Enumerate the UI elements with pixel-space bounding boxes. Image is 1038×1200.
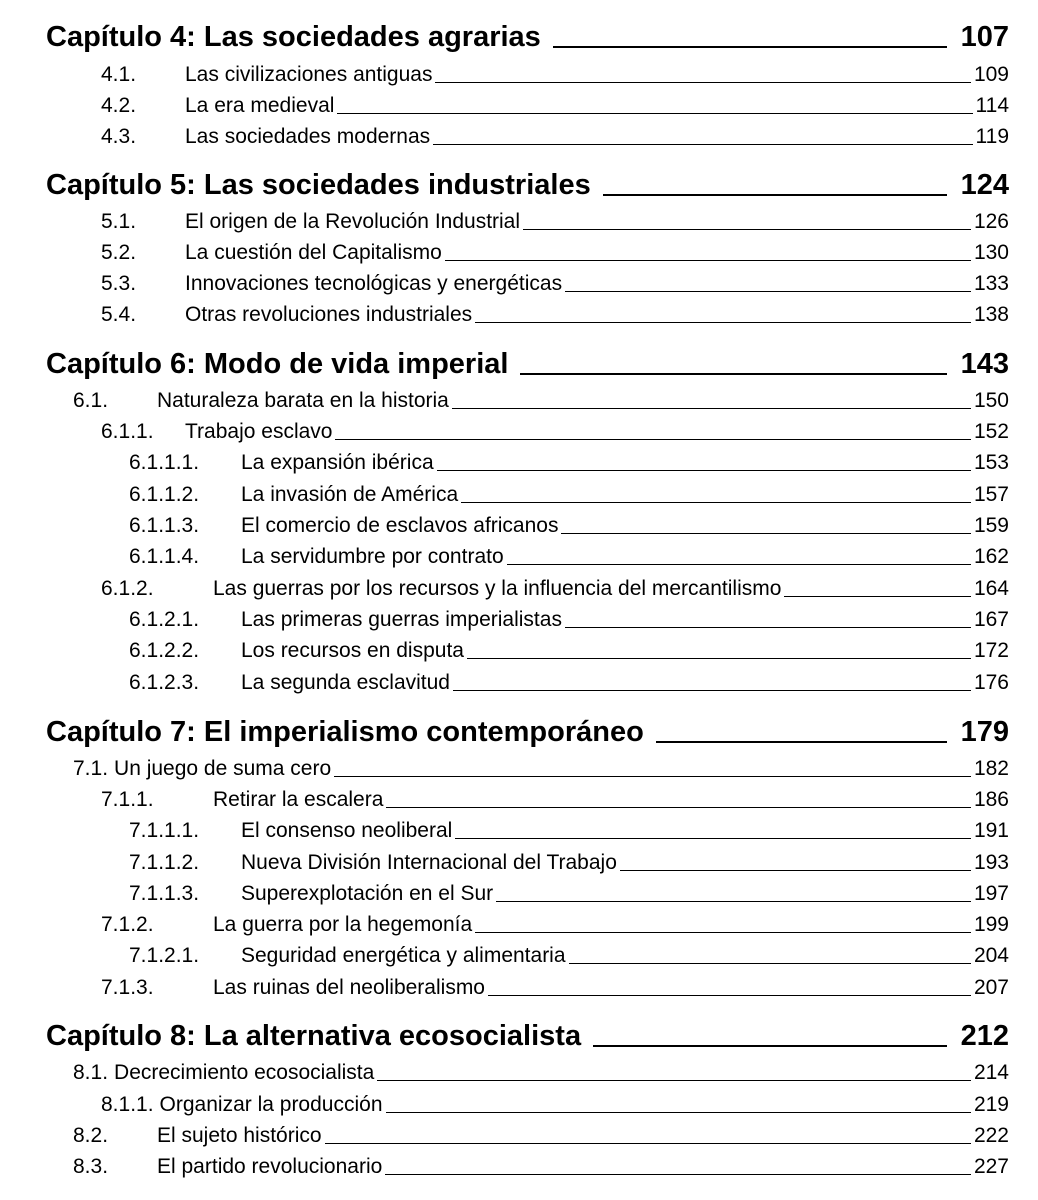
toc-section-entry[interactable] — [129, 816, 1009, 844]
toc-section-entry[interactable] — [101, 1090, 1009, 1118]
toc-section-entry[interactable] — [101, 60, 1009, 88]
toc-chapter-entry[interactable] — [46, 18, 1009, 54]
toc-leader-line — [445, 259, 971, 261]
toc-page-number: 176 — [973, 671, 1009, 694]
toc-section-title: Naturaleza barata en la historia — [157, 389, 449, 412]
toc-section-title: El origen de la Revolución Industrial — [185, 210, 521, 233]
toc-leader-line — [334, 775, 971, 777]
toc-section-title: El comercio de esclavos africanos — [241, 514, 559, 537]
toc-page-number: 114 — [975, 94, 1009, 117]
toc-section-title: Superexplotación en el Sur — [241, 882, 494, 905]
toc-section-entry[interactable] — [129, 668, 1009, 696]
toc-section-title: Las civilizaciones antiguas — [185, 63, 433, 86]
toc-section-number: 7.1.2.1. — [129, 944, 200, 967]
toc-section-number: 7.1.1. — [101, 788, 154, 811]
toc-leader-line — [496, 900, 971, 902]
toc-section-entry[interactable] — [101, 122, 1009, 150]
toc-leader-line — [561, 532, 970, 534]
toc-leader-line — [386, 1111, 971, 1113]
toc-section-number: 6.1.1. — [101, 420, 154, 443]
toc-section-entry[interactable] — [73, 1152, 1009, 1180]
toc-section-title: Retirar la escalera — [213, 788, 384, 811]
toc-leader-line — [467, 657, 971, 659]
toc-leader-line — [656, 740, 947, 743]
toc-section-entry[interactable] — [129, 511, 1009, 539]
toc-page-number: 150 — [973, 389, 1009, 412]
toc-section-title: Nueva División Internacional del Trabajo — [241, 851, 617, 874]
toc-section-number: 8.1.1. — [101, 1093, 154, 1116]
toc-section-title: La cuestión del Capitalismo — [185, 241, 442, 264]
toc-leader-line — [452, 407, 971, 409]
toc-section-entry[interactable] — [73, 1121, 1009, 1149]
toc-section-entry[interactable] — [101, 238, 1009, 266]
toc-section-entry[interactable] — [101, 207, 1009, 235]
toc-section-title: Las sociedades modernas — [185, 125, 431, 148]
toc-section-entry[interactable] — [129, 605, 1009, 633]
toc-section-title: El partido revolucionario — [157, 1155, 383, 1178]
toc-leader-line — [507, 563, 971, 565]
toc-page-number: 179 — [960, 716, 1009, 748]
toc-section-number: 8.3. — [73, 1155, 109, 1178]
toc-section-entry[interactable] — [73, 386, 1009, 414]
toc-section-entry[interactable] — [73, 754, 1009, 782]
toc-section-number: 5.2. — [101, 241, 137, 264]
toc-leader-line — [455, 837, 971, 839]
toc-section-entry[interactable] — [101, 973, 1009, 1001]
toc-section-number: 4.1. — [101, 63, 137, 86]
toc-section-number: 4.3. — [101, 125, 137, 148]
toc-leader-line — [488, 994, 971, 996]
toc-section-title: Las ruinas del neoliberalismo — [213, 976, 485, 999]
toc-section-title: El sujeto histórico — [157, 1124, 322, 1147]
toc-chapter-entry[interactable] — [46, 1017, 1009, 1053]
toc-section-number: 6.1.2.3. — [129, 671, 200, 694]
toc-section-entry[interactable] — [129, 542, 1009, 570]
toc-leader-line — [565, 626, 971, 628]
toc-chapter-title: Capítulo 7: El imperialismo contemporáneo — [46, 716, 644, 748]
toc-page-number: 119 — [975, 125, 1009, 148]
toc-section-entry[interactable] — [129, 848, 1009, 876]
toc-section-title: Seguridad energética y alimentaria — [241, 944, 566, 967]
toc-section-number: 6.1.1.3. — [129, 514, 200, 537]
toc-page-number: 191 — [973, 819, 1009, 842]
toc-section-entry[interactable] — [73, 1058, 1009, 1086]
toc-section-number: 4.2. — [101, 94, 137, 117]
toc-page-number: 227 — [973, 1155, 1009, 1178]
toc-section-number: 6.1.2. — [101, 577, 154, 600]
toc-leader-line — [523, 228, 971, 230]
toc-leader-line — [386, 806, 971, 808]
toc-page-number: 109 — [973, 63, 1009, 86]
toc-section-entry[interactable] — [101, 269, 1009, 297]
toc-leader-line — [475, 931, 971, 933]
toc-chapter-title: Capítulo 4: Las sociedades agrarias — [46, 21, 541, 53]
toc-page-number: 197 — [973, 882, 1009, 905]
toc-section-number: 6.1.2.2. — [129, 639, 200, 662]
toc-section-title: La era medieval — [185, 94, 335, 117]
toc-section-number: 5.1. — [101, 210, 137, 233]
toc-leader-line — [475, 321, 971, 323]
toc-section-title: Los recursos en disputa — [241, 639, 464, 662]
toc-leader-line — [325, 1142, 971, 1144]
toc-page-number: 107 — [960, 21, 1009, 53]
toc-section-entry[interactable] — [101, 910, 1009, 938]
toc-section-entry[interactable] — [101, 417, 1009, 445]
toc-page-number: 130 — [973, 241, 1009, 264]
toc-page-number: 138 — [973, 303, 1009, 326]
toc-leader-line — [603, 193, 947, 196]
toc-section-number: 5.3. — [101, 272, 137, 295]
toc-page-number: 172 — [973, 639, 1009, 662]
toc-page-number: 214 — [973, 1061, 1009, 1084]
toc-page-number: 159 — [973, 514, 1009, 537]
toc-page-number: 182 — [973, 757, 1009, 780]
toc-page-number: 222 — [973, 1124, 1009, 1147]
toc-leader-line — [335, 438, 970, 440]
toc-page-number: 167 — [973, 608, 1009, 631]
toc-leader-line — [437, 469, 971, 471]
toc-page-number: 204 — [973, 944, 1009, 967]
toc-page-number: 207 — [973, 976, 1009, 999]
toc-section-number: 7.1.1.1. — [129, 819, 200, 842]
toc-section-entry[interactable] — [101, 785, 1009, 813]
toc-section-entry[interactable] — [129, 941, 1009, 969]
toc-section-entry[interactable] — [129, 879, 1009, 907]
toc-section-title: La servidumbre por contrato — [241, 545, 504, 568]
toc-section-number: 8.1. — [73, 1061, 109, 1084]
toc-page-number: 193 — [973, 851, 1009, 874]
toc-page-number: 153 — [973, 451, 1009, 474]
toc-section-number: 6.1.1.2. — [129, 483, 200, 506]
toc-section-entry[interactable] — [129, 480, 1009, 508]
toc-leader-line — [784, 595, 971, 597]
toc-page-number: 157 — [973, 483, 1009, 506]
toc-page-number: 143 — [960, 348, 1009, 380]
toc-leader-line — [461, 501, 971, 503]
toc-section-title: Decrecimiento ecosocialista — [114, 1061, 375, 1084]
toc-page-number: 186 — [973, 788, 1009, 811]
toc-section-number: 7.1.3. — [101, 976, 154, 999]
toc-leader-line — [620, 869, 971, 871]
toc-leader-line — [453, 689, 971, 691]
toc-page-number: 124 — [960, 169, 1009, 201]
toc-section-number: 6.1.1.4. — [129, 545, 200, 568]
toc-page-number: 152 — [973, 420, 1009, 443]
toc-section-title: La segunda esclavitud — [241, 671, 450, 694]
toc-leader-line — [337, 112, 972, 114]
toc-page-number: 133 — [973, 272, 1009, 295]
toc-section-title: Las primeras guerras imperialistas — [241, 608, 562, 631]
toc-section-entry[interactable] — [101, 574, 1009, 602]
toc-section-title: Las guerras por los recursos y la influencia del mercantilismo — [213, 577, 782, 600]
toc-page-number: 126 — [973, 210, 1009, 233]
toc-leader-line — [435, 81, 970, 83]
toc-chapter-entry[interactable] — [46, 345, 1009, 381]
toc-leader-line — [553, 45, 947, 48]
toc-leader-line — [565, 290, 971, 292]
toc-section-entry[interactable] — [101, 300, 1009, 328]
toc-section-number: 7.1. — [73, 757, 109, 780]
toc-section-title: Organizar la producción — [159, 1093, 383, 1116]
toc-page-number: 199 — [973, 913, 1009, 936]
toc-chapter-entry[interactable] — [46, 166, 1009, 202]
toc-section-title: La invasión de América — [241, 483, 459, 506]
toc-section-number: 7.1.1.3. — [129, 882, 200, 905]
toc-leader-line — [569, 962, 971, 964]
toc-section-title: Un juego de suma cero — [114, 757, 332, 780]
toc-section-title: Innovaciones tecnológicas y energéticas — [185, 272, 563, 295]
toc-page-number: 162 — [973, 545, 1009, 568]
toc-section-entry[interactable] — [129, 448, 1009, 476]
toc-page-number: 212 — [960, 1020, 1009, 1052]
toc-section-number: 7.1.1.2. — [129, 851, 200, 874]
toc-section-entry[interactable] — [129, 636, 1009, 664]
toc-chapter-entry[interactable] — [46, 713, 1009, 749]
toc-section-number: 7.1.2. — [101, 913, 154, 936]
toc-section-number: 8.2. — [73, 1124, 109, 1147]
toc-page-number: 164 — [973, 577, 1009, 600]
toc-leader-line — [433, 143, 972, 145]
toc-leader-line — [377, 1079, 971, 1081]
toc-chapter-title: Capítulo 8: La alternativa ecosocialista — [46, 1020, 582, 1052]
toc-section-title: La expansión ibérica — [241, 451, 434, 474]
toc-chapter-title: Capítulo 6: Modo de vida imperial — [46, 348, 509, 380]
toc-section-number: 5.4. — [101, 303, 137, 326]
toc-section-title: La guerra por la hegemonía — [213, 913, 473, 936]
toc-chapter-title: Capítulo 5: Las sociedades industriales — [46, 169, 591, 201]
toc-section-title: Otras revoluciones industriales — [185, 303, 473, 326]
toc-page-number: 219 — [973, 1093, 1009, 1116]
toc-section-title: El consenso neoliberal — [241, 819, 453, 842]
toc-section-number: 6.1.2.1. — [129, 608, 200, 631]
toc-section-number: 6.1.1.1. — [129, 451, 200, 474]
toc-section-number: 6.1. — [73, 389, 109, 412]
toc-section-title: Trabajo esclavo — [185, 420, 333, 443]
toc-leader-line — [385, 1173, 971, 1175]
toc-leader-line — [593, 1044, 947, 1047]
toc-leader-line — [520, 372, 946, 375]
toc-section-entry[interactable] — [101, 91, 1009, 119]
